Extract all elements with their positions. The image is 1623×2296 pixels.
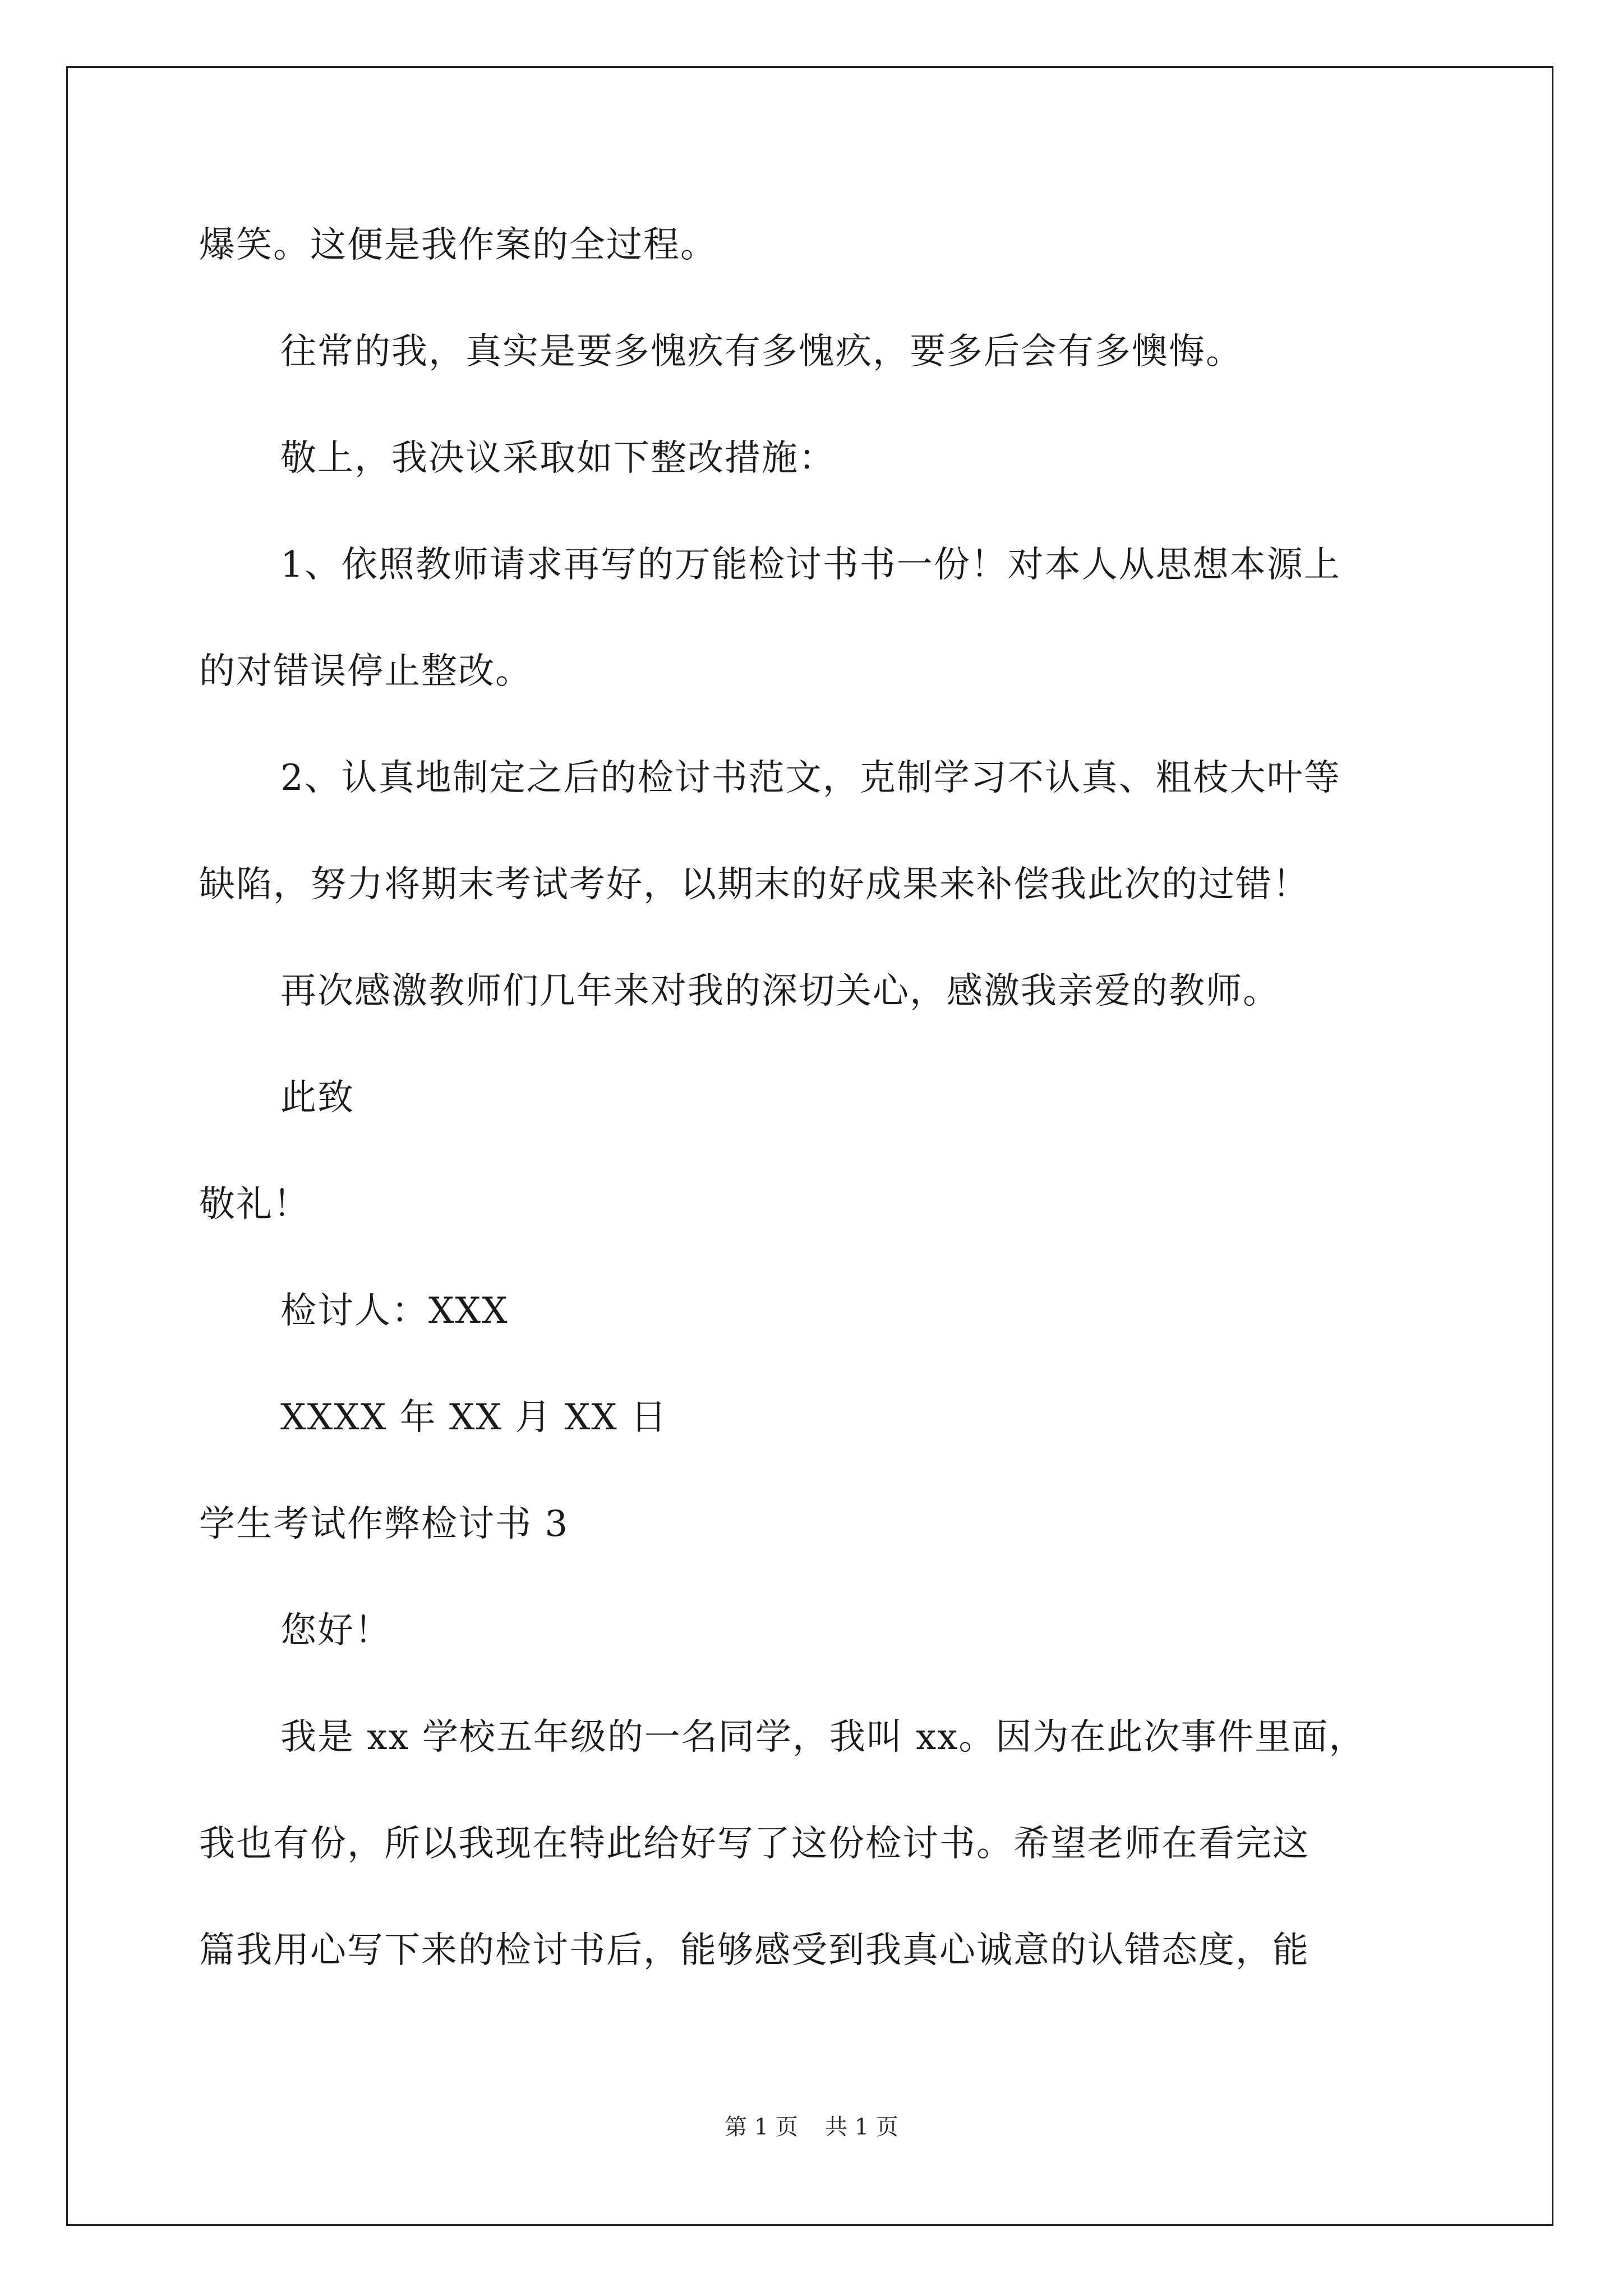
section-heading: 学生考试作弊检讨书 3 (199, 1503, 569, 1545)
text-line: 我也有份，所以我现在特此给好写了这份检讨书。希望老师在看完这 (199, 1823, 1310, 1865)
closing-line: 此致 (280, 1077, 354, 1119)
page-number: 第 1 页 (725, 2114, 798, 2140)
text-line: 2、认真地制定之后的检讨书范文，克制学习不认真、粗枝大叶等 (280, 757, 1341, 799)
text-line: 1、依照教师请求再写的万能检讨书书一份！对本人从思想本源上 (280, 544, 1341, 586)
text-line: 的对错误停止整改。 (199, 651, 532, 692)
page-footer (0, 2109, 1623, 2141)
text-line: 篇我用心写下来的检讨书后，能够感受到我真心诚意的认错态度，能 (199, 1930, 1310, 1971)
text-line: 敬上，我决议采取如下整改措施： (280, 438, 836, 479)
text-line: 爆笑。这便是我作案的全过程。 (199, 224, 717, 266)
page-total: 共 1 页 (825, 2114, 898, 2140)
salutation-line: 敬礼！ (199, 1184, 310, 1225)
page-frame (66, 66, 1553, 2226)
date-line: XXXX 年 XX 月 XX 日 (280, 1397, 668, 1438)
signature-line: 检讨人：XXX (280, 1290, 509, 1332)
text-line: 缺陷，努力将期末考试考好，以期末的好成果来补偿我此次的过错！ (199, 864, 1310, 905)
text-line: 往常的我，真实是要多愧疚有多愧疚，要多后会有多懊悔。 (280, 331, 1243, 372)
text-line: 再次感激教师们几年来对我的深切关心，感激我亲爱的教师。 (280, 970, 1280, 1012)
text-line: 我是 xx 学校五年级的一名同学，我叫 xx。因为在此次事件里面， (280, 1717, 1366, 1758)
greeting-line: 您好！ (280, 1610, 391, 1651)
